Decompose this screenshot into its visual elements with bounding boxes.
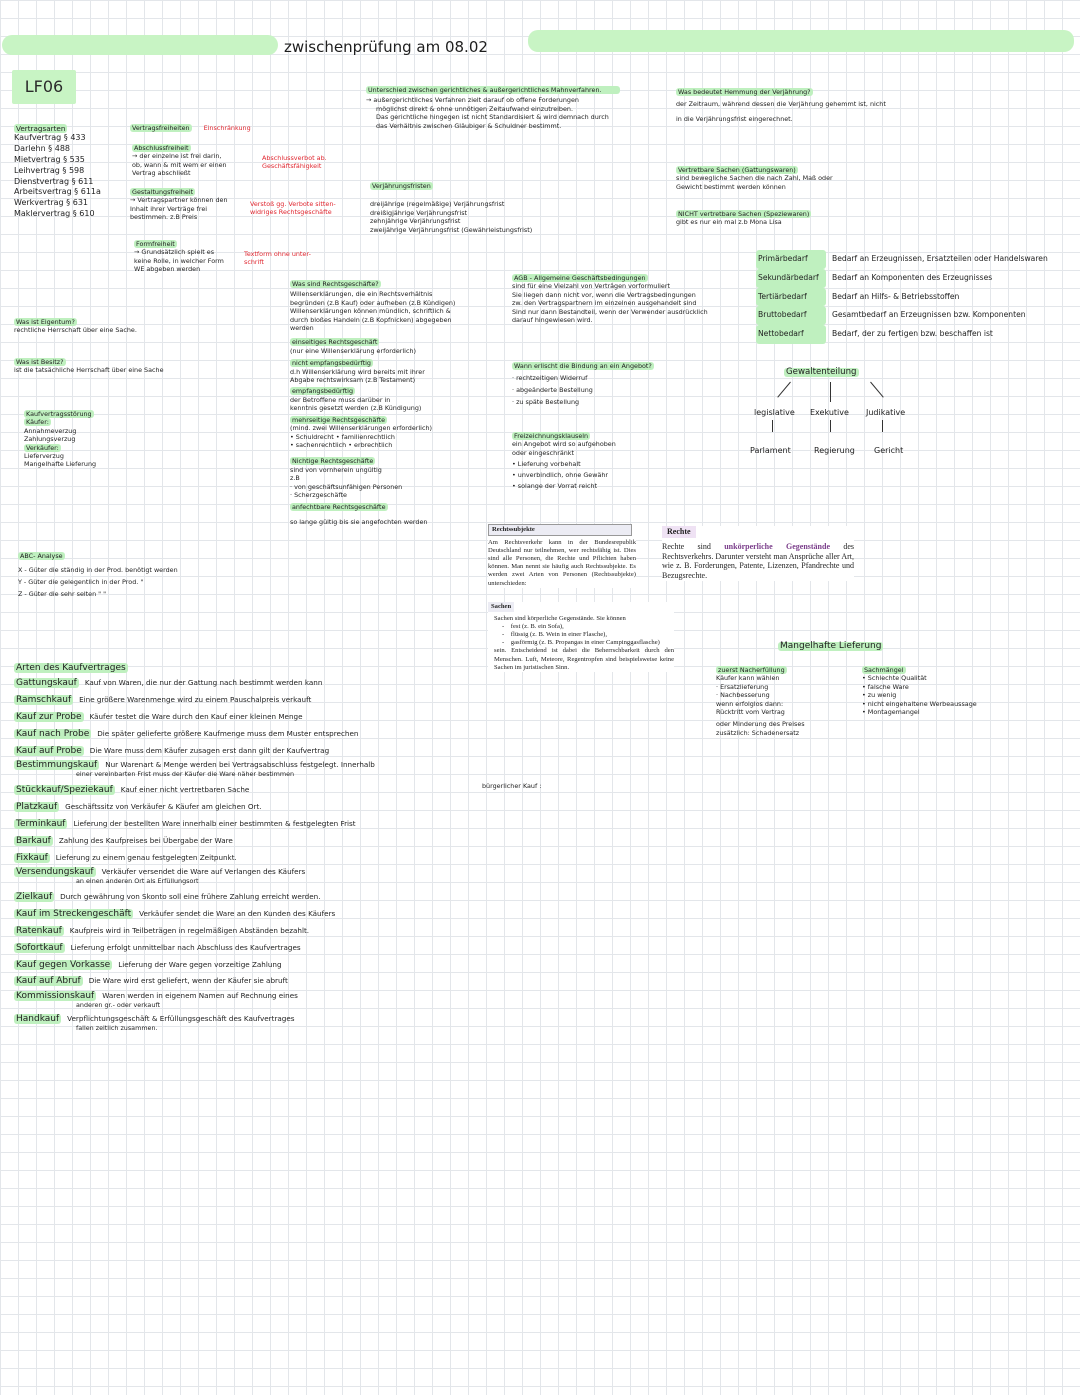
anfechtbar-line: so lange gültig bis sie angefochten werden xyxy=(290,517,428,526)
bedarf-term: Bruttobedarf xyxy=(756,306,826,325)
org-gericht: Gericht xyxy=(874,446,904,455)
tree-branch-line xyxy=(777,382,791,398)
freizeichnung-line: oder eingeschränkt xyxy=(512,448,574,457)
bedarf-row xyxy=(756,269,1048,288)
kaufart-row xyxy=(14,709,375,726)
mehr-line: (mind. zwei Willenserklärungen erforderlich) xyxy=(290,424,433,433)
mehr-line: • sachenrechtlich • erbrechtlich xyxy=(290,440,393,449)
kaufart-term: Kauf gegen Vorkasse xyxy=(16,959,111,970)
org-parlament: Parlament xyxy=(750,446,791,455)
abschlussfreiheit-block xyxy=(132,144,227,178)
einseitig-line: (nur eine Willenserklärung erforderlich) xyxy=(290,346,417,355)
empf-line: der Betroffene muss darüber in xyxy=(290,395,391,404)
vertragsarten-section xyxy=(14,124,101,220)
abschlussfreiheit-heading: Abschlussfreiheit xyxy=(134,144,189,152)
hemmung-line: der Zeitraum, während dessen die Verjährung gehemmt ist, nicht xyxy=(676,100,886,109)
verkaeufer-item: Lieferverzug xyxy=(24,452,64,461)
kaufarten-section xyxy=(14,664,375,1036)
freizeichnung-item: • Lieferung vorbehalt xyxy=(512,460,581,469)
kaeufer-item: Zahlungsverzug xyxy=(24,435,76,444)
vertragsart-item: Werkvertrag § 631 xyxy=(14,198,88,208)
mangelhafte-lieferung-heading: Mangelhafte Lieferung xyxy=(780,641,882,651)
gestaltung-red-line: Verstoß gg. Verbote sitten- xyxy=(250,200,336,208)
rechte-text-bold: unkörperliche Gegenstände xyxy=(724,541,830,551)
kaufart-row xyxy=(14,923,375,940)
abschluss-line: ob, wann & mit wem er einen xyxy=(132,160,227,169)
kaufart-definition: Eine größere Warenmenge wird zu einem Pauschalpreis verkauft xyxy=(79,695,312,705)
agb-line: zw. den Vertragspartnern im einzelnen ausgehandelt sind xyxy=(512,299,697,308)
formfreiheit-block xyxy=(134,240,224,274)
rg-line: Willenserklärungen, die ein Rechtsverhältnis xyxy=(290,290,433,299)
agb-block xyxy=(512,274,708,324)
rechte-text-post: des Rechtsverkehrs. Darunter versteht man Ansprüche aller Art, wie z. B. Forderungen, Patente, Lizenzen, Pfandrechte und Bezugsrechte. xyxy=(662,541,854,581)
kaufart-term: Terminkauf xyxy=(16,818,66,829)
kaufart-row xyxy=(14,799,375,816)
formfreiheit-heading: Formfreiheit xyxy=(136,240,175,248)
vertragsarten-list xyxy=(14,133,101,219)
vertragsart-item: Leihvertrag § 598 xyxy=(14,165,85,175)
vertragsfreiheiten-heading: Vertragsfreiheiten xyxy=(132,124,190,132)
kaufart-definition-cont: einer vereinbarten Frist muss der Käufer die Ware näher bestimmen xyxy=(76,770,295,779)
bedarf-definition: Bedarf an Hilfs- & Betriebsstoffen xyxy=(832,291,960,301)
nacherfuellung-line: · Ersatzlieferung xyxy=(716,682,769,691)
nacherfuellung-line: wenn erfolglos dann: xyxy=(716,699,784,708)
sachmangel-item: • Schlechte Qualität xyxy=(862,674,927,683)
bedarf-row xyxy=(756,288,1048,307)
vertretbar-line: sind bewegliche Sachen die nach Zahl, Maß oder xyxy=(676,174,833,183)
kaufart-definition: Lieferung der Ware gegen vorzeitige Zahlung xyxy=(118,959,282,969)
nichtig-heading: Nichtige Rechtsgeschäfte xyxy=(292,457,374,466)
kaufart-row xyxy=(14,973,375,990)
vertretbare-heading: Vertretbare Sachen (Gattungswaren) xyxy=(678,166,796,174)
eigentum-question: Was ist Eigentum? xyxy=(16,318,75,326)
freizeichnung-block xyxy=(512,432,616,492)
einschraenkung-heading: Einschränkung xyxy=(203,124,251,132)
kaufart-row xyxy=(14,759,375,778)
vertragsart-item: Mietvertrag § 535 xyxy=(14,155,85,164)
branch-exekutive: Exekutive xyxy=(810,408,849,417)
verjaehrung-item: zweijährige Verjährungsfrist (Gewährleistungsfrist) xyxy=(370,225,533,234)
sachmangel-item: • zu wenig xyxy=(862,691,897,700)
gestaltungsfreiheit-heading: Gestaltungsfreiheit xyxy=(132,188,194,196)
verjaehrung-item: dreijährige (regelmäßige) Verjährungsfrist xyxy=(370,200,505,209)
nichtig-line: · von geschäftsunfähigen Personen xyxy=(290,482,403,491)
abc-heading: ABC- Analyse xyxy=(20,552,63,560)
abschluss-einschraenkung xyxy=(262,154,327,171)
kaufart-term: Ramschkauf xyxy=(16,695,72,706)
bedarf-definition: Bedarf, der zu fertigen bzw. beschaffen ist xyxy=(832,329,993,339)
agb-heading: AGB - Allgemeine Geschäftsbedingungen xyxy=(514,274,646,282)
eigentum-block xyxy=(14,318,137,335)
rechte-text-pre: Rechte sind xyxy=(662,541,725,551)
freizeichnung-line: ein Angebot wird so aufgehoben xyxy=(512,440,616,449)
kaufart-row xyxy=(14,850,375,867)
gestaltung-einschraenkung xyxy=(250,200,336,217)
gestaltung-line: → Vertragspartner können den xyxy=(130,196,228,205)
kaufart-definition-cont: anderen gr.- oder verkauft xyxy=(76,1001,161,1010)
mahnverfahren-heading: Unterschied zwischen gerichtliches & außergerichtliches Mahnverfahren. xyxy=(366,86,620,94)
vertragsart-item: Maklervertrag § 610 xyxy=(14,208,95,218)
bedarf-term: Nettobedarf xyxy=(756,325,826,344)
gestaltung-red-line: widriges Rechtsgeschäfte xyxy=(250,208,332,217)
nicht-vertretbar-line: gibt es nur ein mal z.b Mona Lisa xyxy=(676,218,782,227)
eigentum-answer: rechtliche Herrschaft über eine Sache. xyxy=(14,326,137,335)
sachmaengel-block xyxy=(862,666,977,716)
tree-branch-line xyxy=(772,420,773,432)
kaeufer-item: Annahmeverzug xyxy=(24,426,77,435)
nacherfuellung-line: Käufer kann wählen xyxy=(716,674,780,683)
verjaehrung-item: dreißigjährige Verjährungsfrist xyxy=(370,208,468,217)
form-einschraenkung xyxy=(244,250,311,267)
bedarf-row xyxy=(756,325,1048,344)
sachmangel-item: • falsche Ware xyxy=(862,682,909,691)
form-line: WE abgeben werden xyxy=(134,265,201,274)
nichtig-line: z.B xyxy=(290,474,300,483)
org-regierung: Regierung xyxy=(814,446,855,455)
verjaehrung-item: zehnjährige Verjährungsfrist xyxy=(370,217,461,226)
kaufart-definition: Nur Warenart & Menge werden bei Vertragsabschluss festgelegt. Innerhalb xyxy=(105,760,375,770)
abschluss-line: → der einzelne ist frei darin, xyxy=(132,152,222,161)
empf-line: kenntnis gesetzt werden (z.B Kündigung) xyxy=(290,404,422,413)
nicht-vertretbare-block xyxy=(676,210,811,227)
kaufart-definition: Verpflichtungsgeschäft & Erfüllungsgeschäft des Kaufvertrages xyxy=(67,1014,295,1024)
buergerlicher-kauf-note: bürgerlicher Kauf : xyxy=(482,782,542,790)
kaufart-row xyxy=(14,692,375,709)
kaufart-term: Sofortkauf xyxy=(16,942,63,953)
nacherfuellung-heading: zuerst Nacherfüllung xyxy=(718,666,785,674)
nacherfuellung-block xyxy=(716,666,805,737)
kaufart-definition: Kauf von Waren, die nur der Gattung nach bestimmt werden kann xyxy=(84,678,323,688)
mahnverfahren-line: → außergerichtliches Verfahren zielt darauf ob offene Forderungen xyxy=(366,96,579,105)
kaufart-term: Kauf auf Probe xyxy=(16,745,82,756)
freizeichnung-item: • unverbindlich, ohne Gewähr xyxy=(512,471,609,480)
freizeichnung-item: • solange der Vorrat reicht xyxy=(512,482,598,491)
form-red-line: Textform ohne unter- xyxy=(244,250,311,258)
branch-judikative: Judikative xyxy=(866,408,906,417)
sachen-item-text: flüssig (z. B. Wein in einer Flasche), xyxy=(510,631,608,639)
rechte-box xyxy=(662,526,854,581)
kaufart-definition: Kaufpreis wird in Teilbeträgen in regelmäßigen Abständen bezahlt. xyxy=(69,925,310,935)
mahnverfahren-line: das Verhältnis zwischen Gläubiger & Schuldner bestimmt. xyxy=(376,121,562,130)
tree-branch-line xyxy=(882,420,883,432)
verkaeufer-item: Mangelhafte Lieferung xyxy=(24,460,97,469)
abc-analyse-block xyxy=(18,552,178,600)
sachen-intro: Sachen sind körperliche Gegenstände. Sie können xyxy=(494,615,626,623)
abschluss-red-line: Geschäftsfähigkeit xyxy=(262,162,322,171)
kaufart-definition: Waren werden in eigenem Namen auf Rechnung eines xyxy=(102,991,298,1001)
kaufvertragsstoerung-block xyxy=(24,410,96,469)
verjaehrungsfristen-block xyxy=(370,182,532,234)
gewaltenteilung-tree xyxy=(746,366,926,466)
bedarf-row xyxy=(756,250,1048,269)
bedarf-term: Tertiärbedarf xyxy=(756,288,826,307)
form-line: → Grundsätzlich spielt es xyxy=(134,248,215,257)
kaufart-row xyxy=(14,940,375,957)
bedarf-term: Primärbedarf xyxy=(756,250,826,269)
empfangsbeduerftig-heading: empfangsbedürftig xyxy=(292,387,354,396)
abschluss-red-line: Abschlussverbot ab. xyxy=(262,154,327,162)
header-highlight-right xyxy=(528,30,1074,52)
kaufart-term: Ratenkauf xyxy=(16,925,62,936)
lf-badge: LF06 xyxy=(12,70,76,104)
kaufarten-heading: Arten des Kaufvertrages xyxy=(16,663,126,673)
tree-branch-line xyxy=(830,382,831,402)
kaufart-definition: Verkäufer versendet die Ware auf Verlangen des Käufers xyxy=(101,867,306,877)
sachen-item-text: fest (z. B. ein Sofa), xyxy=(510,623,564,631)
kaufart-definition-cont: an einen anderen Ort als Erfüllungsort xyxy=(76,877,199,886)
agb-line: sind für eine Vielzahl von Verträgen vorformuliert xyxy=(512,282,670,291)
anfechtbar-heading: anfechtbare Rechtsgeschäfte xyxy=(292,503,386,512)
kaufart-row xyxy=(14,833,375,850)
kaufart-term: Kommissionskauf xyxy=(16,991,95,1002)
rechtsgeschaefte-block xyxy=(290,280,455,526)
kaufart-definition: Durch gewährung von Skonto soll eine frühere Zahlung erreicht werden. xyxy=(60,892,321,902)
kaufart-term: Barkauf xyxy=(16,835,51,846)
nacherfuellung-line: oder Minderung des Preises xyxy=(716,720,805,729)
sachen-item: - gasförmig (z. B. Propangas in einer Campinggasflasche) xyxy=(502,639,660,647)
hemmung-line: in die Verjährungsfrist eingerechnet. xyxy=(676,114,793,123)
rg-line: werden xyxy=(290,324,314,333)
kaufart-definition: Zahlung des Kaufpreises bei Übergabe der Ware xyxy=(58,835,233,845)
hemmung-block xyxy=(676,88,886,123)
mahnverfahren-line: Das gerichtliche hingegen ist nicht Standardisiert & wird demnach durch xyxy=(376,113,609,122)
gestaltung-line: bestimmen. z.B Preis xyxy=(130,213,198,222)
agb-line: darauf hingewiesen wird. xyxy=(512,316,593,325)
nacherfuellung-line: · Nachbesserung xyxy=(716,691,770,700)
kaufarten-list xyxy=(14,675,375,1032)
form-line: keine Rolle, in welcher Form xyxy=(134,256,224,265)
gestaltungsfreiheit-block xyxy=(130,188,228,222)
kaufart-row xyxy=(14,743,375,760)
mehr-line: • Schuldrecht • familienrechtlich xyxy=(290,432,395,441)
kaufart-term: Kauf auf Abruf xyxy=(16,976,81,987)
bedarf-row xyxy=(756,306,1048,325)
branch-legislative: legislative xyxy=(754,408,795,417)
kaufart-row xyxy=(14,889,375,906)
nichtig-line: sind von vornherein ungültig xyxy=(290,465,382,474)
kaufart-term: Versendungskauf xyxy=(16,867,94,878)
mahnverfahren-block xyxy=(366,86,620,130)
kaufart-definition: Lieferung zu einem genau festgelegten Zeitpunkt. xyxy=(55,852,237,862)
nicht-empf-line: Abgabe rechtswirksam (z.B Testament) xyxy=(290,376,416,385)
kaufart-term: Fixkauf xyxy=(16,852,48,863)
rg-line: durch bloßes Handeln (z.B Kopfnicken) abgegeben xyxy=(290,315,452,324)
verjaehrungsfristen-heading: Verjährungsfristen xyxy=(372,182,431,190)
rechtsgeschaefte-heading: Was sind Rechtsgeschäfte? xyxy=(292,280,379,288)
kaufart-definition: Käufer testet die Ware durch den Kauf einer kleinen Menge xyxy=(89,712,303,721)
freizeichnung-heading: Freizeichnungsklauseln xyxy=(514,432,589,440)
rg-line: begründen (z.B Kauf) oder aufheben (z.B Kündigen) xyxy=(290,298,456,307)
kaufart-definition: Kauf einer nicht vertretbaren Sache xyxy=(120,785,250,795)
sachmaengel-heading: Sachmängel xyxy=(864,666,904,674)
rechtssubjekte-title: Rechtssubjekte xyxy=(488,524,632,536)
kaufart-term: Kauf zur Probe xyxy=(16,712,82,722)
kaufart-row xyxy=(14,1013,375,1032)
mahnverfahren-line: möglichst direkt & ohne unnötigen Zeitaufwand einzutreiben. xyxy=(376,104,573,113)
bindung-heading: Wann erlischt die Bindung an ein Angebot? xyxy=(514,362,652,370)
bedarf-definition: Bedarf an Komponenten des Erzeugnisses xyxy=(832,272,993,282)
nicht-empf-line: d.h Willenserklärung wird bereits mit ihrer xyxy=(290,367,425,376)
bedarf-term: Sekundärbedarf xyxy=(756,269,826,288)
besitz-question: Was ist Besitz? xyxy=(16,358,64,366)
header-highlight-left xyxy=(2,35,278,55)
kaufart-definition: Geschäftssitz von Verkäufer & Käufer am gleichen Ort. xyxy=(65,802,262,812)
hemmung-heading: Was bedeutet Hemmung der Verjährung? xyxy=(678,88,811,96)
kaufart-term: Zielkauf xyxy=(16,892,53,903)
agb-line: Sie liegen dann nicht vor, wenn die Vertragsbedingungen xyxy=(512,290,696,299)
gestaltung-line: Inhalt ihrer Verträge frei xyxy=(130,204,208,213)
verkaeufer-label: Verkäufer: xyxy=(26,443,59,452)
bedarf-definition: Gesamtbedarf an Erzeugnissen bzw. Komponenten xyxy=(832,310,1026,320)
abc-item-y: Y - Güter die gelegentlich in der Prod. " xyxy=(18,578,144,587)
nicht-empfangsbeduerftig-heading: nicht empfangsbedürftig xyxy=(292,359,371,368)
kaufart-row xyxy=(14,866,375,885)
kaufart-definition: Die Ware muss dem Käufer zusagen erst dann gilt der Kaufvertrag xyxy=(89,745,330,755)
tree-branch-line xyxy=(870,382,884,398)
bedarf-list xyxy=(756,250,1048,344)
kaufart-row xyxy=(14,957,375,974)
bindung-block xyxy=(512,362,654,408)
kaufart-term: Stückkauf/Speziekauf xyxy=(16,785,113,796)
sachen-item: - fest (z. B. ein Sofa), xyxy=(502,623,564,631)
gewaltenteilung-heading: Gewaltenteilung xyxy=(786,367,857,377)
kaufart-definition-cont: fallen zeitlich zusammen. xyxy=(76,1024,158,1033)
bindung-item: · abgeänderte Bestellung xyxy=(512,386,593,395)
sachen-item-text: gasförmig (z. B. Propangas in einer Campinggasflasche) xyxy=(510,639,660,647)
kaufart-row xyxy=(14,726,375,743)
kaufart-definition: Verkäufer sendet die Ware an den Kunden des Käufers xyxy=(139,909,336,919)
sachen-title: Sachen xyxy=(488,602,514,612)
sachmangel-item: • nicht eingehaltene Werbeaussage xyxy=(862,699,977,708)
kaufart-definition: Lieferung der bestellten Ware innerhalb einer bestimmten & festgelegten Frist xyxy=(73,818,356,828)
kaufart-row xyxy=(14,906,375,923)
kaufart-definition: Die Ware wird erst geliefert, wenn der Käufer sie abruft xyxy=(88,976,288,986)
vertretbar-line: Gewicht bestimmt werden können xyxy=(676,182,786,191)
kaufart-term: Handkauf xyxy=(16,1014,60,1025)
kaeufer-label: Käufer: xyxy=(26,418,49,427)
kaufart-definition: Die später gelieferte größere Kaufmenge muss dem Muster entsprechen xyxy=(97,728,359,738)
kaufart-term: Bestimmungskauf xyxy=(16,760,98,771)
rechte-text xyxy=(662,542,854,581)
nicht-vertretbare-heading: NICHT vertretbare Sachen (Speziewaren) xyxy=(678,210,810,218)
kaufart-row xyxy=(14,990,375,1009)
vertragsart-item: Darlehn § 488 xyxy=(14,144,70,154)
agb-line: Sind nur dann Bestandteil, wenn der Verwender ausdrücklich xyxy=(512,307,708,316)
mehrseitig-heading: mehrseitige Rechtsgeschäfte xyxy=(292,415,386,424)
kaufvertragsstoerung-heading: Kaufvertragsstörung xyxy=(26,410,92,418)
nichtig-line: · Scherzgeschäfte xyxy=(290,490,347,499)
bindung-item: · zu späte Bestellung xyxy=(512,398,580,407)
sachen-box xyxy=(488,602,674,672)
kaufart-row xyxy=(14,816,375,833)
einseitig-heading: einseitiges Rechtsgeschäft xyxy=(292,338,378,347)
kaufart-row xyxy=(14,782,375,799)
abschluss-line: Vertrag abschließt xyxy=(132,169,191,178)
vertragsart-item: Kaufvertrag § 433 xyxy=(14,133,86,143)
form-red-line: schrift xyxy=(244,258,264,267)
rechte-title: Rechte xyxy=(662,526,696,538)
page-title: zwischenprüfung am 08.02 xyxy=(284,38,488,56)
sachen-item: - flüssig (z. B. Wein in einer Flasche), xyxy=(502,631,608,639)
kaufart-row xyxy=(14,675,375,692)
kaufart-term: Kauf nach Probe xyxy=(16,728,90,739)
rg-line: Willenserklärungen können mündlich, schriftlich & xyxy=(290,307,451,316)
vertragsart-item: Arbeitsvertrag § 611a xyxy=(14,187,101,197)
bedarf-definition: Bedarf an Erzeugnissen, Ersatzteilen oder Handelswaren xyxy=(832,254,1048,263)
kaufart-definition: Lieferung erfolgt unmittelbar nach Abschluss des Kaufvertrages xyxy=(70,942,301,952)
besitz-block xyxy=(14,358,164,375)
vertragsarten-heading: Vertragsarten xyxy=(16,124,66,133)
nacherfuellung-line: Rücktritt vom Vertrag xyxy=(716,708,785,717)
kaufart-term: Gattungskauf xyxy=(16,678,77,689)
rechtssubjekte-box xyxy=(488,524,636,588)
bindung-item: · rechtzeitigen Widerruf xyxy=(512,374,588,383)
abc-item-z: Z - Güter die sehr selten " " xyxy=(18,590,107,599)
tree-branch-line xyxy=(830,420,831,432)
rechtssubjekte-text: Am Rechtsverkehr kann in der Bundesrepublik Deutschland nur teilnehmen, wer rechtsfähig ist. Dies sind alle Personen, die Rechte und Pflichten haben können. Man nennt sie häufig auch Rechtssubjekte. Es werden zwei Arten von Personen (Rechtssubjekte) unterschieden: xyxy=(488,539,636,587)
kaufart-term: Kauf im Streckengeschäft xyxy=(16,909,132,920)
vertretbare-sachen-block xyxy=(676,166,833,191)
vertragsfreiheiten-section xyxy=(130,124,251,132)
nacherfuellung-line: zusätzlich: Schadenersatz xyxy=(716,728,800,737)
vertragsart-item: Dienstvertrag § 611 xyxy=(14,176,94,186)
abc-item-x: X - Güter die ständig in der Prod. benötigt werden xyxy=(18,566,178,575)
sachmangel-item: • Montagemangel xyxy=(862,708,920,717)
sachen-tail: sein. Entscheidend ist dabei die Beherrschbarkeit durch den Menschen. Luft, Meteore, Regentropfen sind beispielsweise keine Sachen im juristischen Sinn. xyxy=(494,647,674,671)
kaufart-term: Platzkauf xyxy=(16,802,58,813)
besitz-answer: ist die tatsächliche Herrschaft über eine Sache xyxy=(14,366,164,375)
